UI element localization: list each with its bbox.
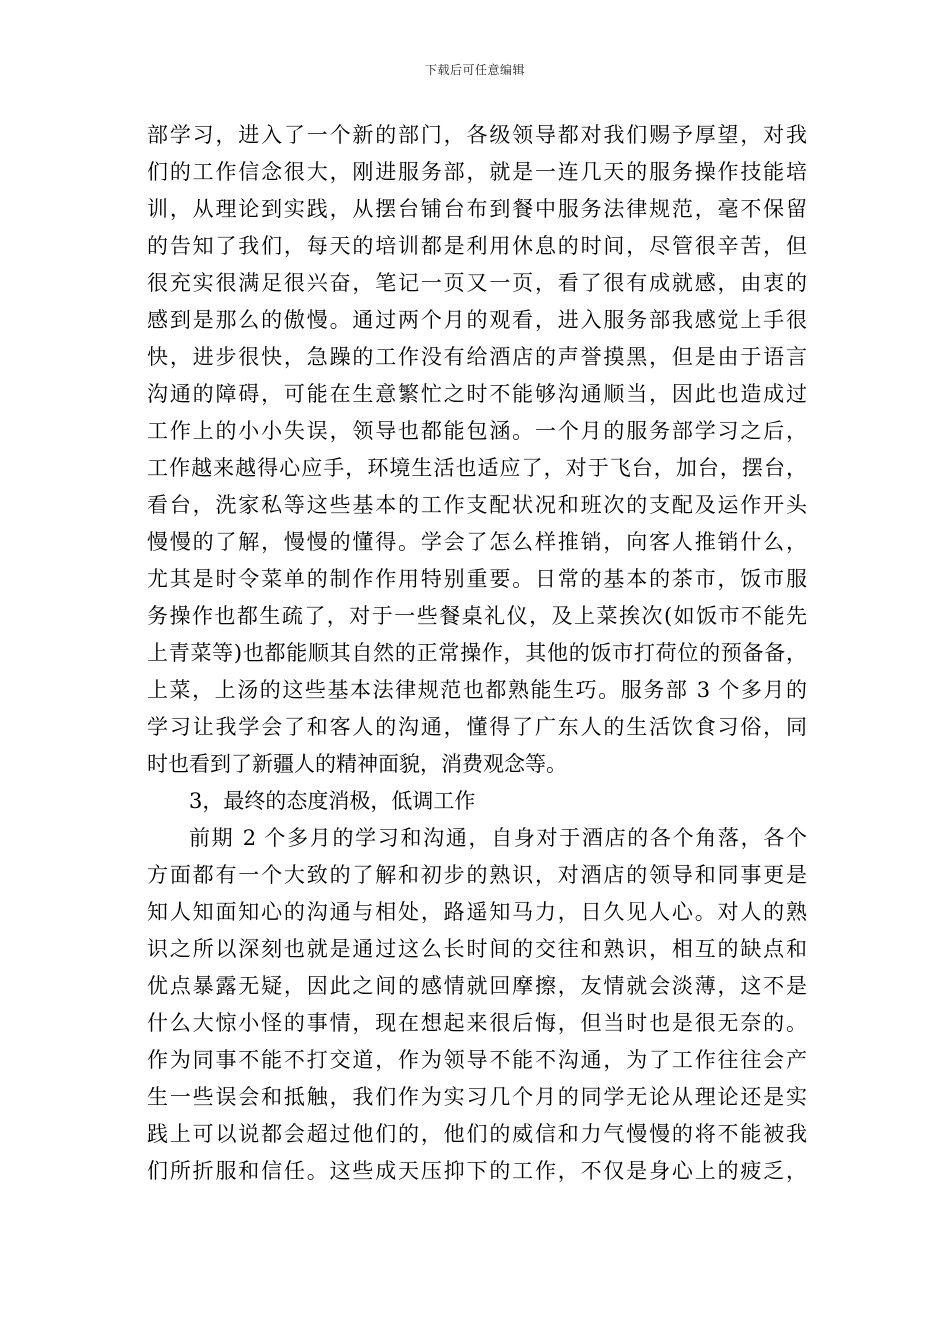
text-line: 识之所以深刻也就是通过这么长时间的交往和熟识，相互的缺点和 [147,937,807,961]
text-line: 前期 2 个多月的学习和沟通，自身对于酒店的各个角落，各个 [189,826,807,850]
text-line: 务操作也都生疏了，对于一些餐桌礼仪，及上菜挨次(如饭市不能先 [147,604,807,628]
text-line: 3，最终的态度消极，低调工作 [189,789,476,813]
text-line: 慢慢的了解，慢慢的懂得。学会了怎么样推销，向客人推销什么， [147,530,807,554]
text-line: 快，进步很快，急躁的工作没有给酒店的声誉摸黑，但是由于语言 [147,345,807,369]
text-line: 们的工作信念很大，刚进服务部，就是一连几天的服务操作技能培 [147,160,807,184]
text-line: 工作上的小小失误，领导也都能包涵。一个月的服务部学习之后， [147,419,807,443]
text-line: 们所折服和信任。这些成天压抑下的工作，不仅是身心上的疲乏， [147,1159,807,1183]
text-line: 感到是那么的傲慢。通过两个月的观看，进入服务部我感觉上手很 [147,308,807,332]
text-line: 生一些误会和抵触，我们作为实习几个月的同学无论从理论还是实 [147,1085,807,1109]
text-line: 工作越来越得心应手，环境生活也适应了，对于飞台，加台，摆台， [147,456,807,480]
text-line: 很充实很满足很兴奋，笔记一页又一页，看了很有成就感，由衷的 [147,271,807,295]
text-line: 学习让我学会了和客人的沟通，懂得了广东人的生活饮食习俗，同 [147,715,807,739]
body-text [147,117,807,1190]
text-line: 践上可以说都会超过他们的，他们的威信和力气慢慢的将不能被我 [147,1122,807,1146]
text-line: 上青菜等)也都能顺其自然的正常操作，其他的饭市打荷位的预备备， [147,641,807,665]
text-line: 部学习，进入了一个新的部门，各级领导都对我们赐予厚望，对我 [147,123,807,147]
text-line: 上菜，上汤的这些基本法律规范也都熟能生巧。服务部 3 个多月的 [147,678,807,702]
text-line: 方面都有一个大致的了解和初步的熟识，对酒店的领导和同事更是 [147,863,807,887]
text-line: 什么大惊小怪的事情，现在想起来很后悔，但当时也是很无奈的。 [147,1011,807,1035]
text-line: 的告知了我们，每天的培训都是利用休息的时间，尽管很辛苦，但 [147,234,807,258]
text-line: 优点暴露无疑，因此之间的感情就回摩擦，友情就会淡薄，这不是 [147,974,807,998]
page-header: 下载后可任意编辑 [424,63,525,77]
text-line: 作为同事不能不打交道，作为领导不能不沟通，为了工作往往会产 [147,1048,807,1072]
text-line: 沟通的障碍，可能在生意繁忙之时不能够沟通顺当，因此也造成过 [147,382,807,406]
text-line: 看台，洗家私等这些基本的工作支配状况和班次的支配及运作开头 [147,493,807,517]
text-line: 知人知面知心的沟通与相处，路遥知马力，日久见人心。对人的熟 [147,900,807,924]
text-line: 训，从理论到实践，从摆台铺台布到餐中服务法律规范，毫不保留 [147,197,807,221]
text-line: 尤其是时令菜单的制作作用特别重要。日常的基本的茶市，饭市服 [147,567,807,591]
text-line: 时也看到了新疆人的精神面貌，消费观念等。 [147,752,567,776]
